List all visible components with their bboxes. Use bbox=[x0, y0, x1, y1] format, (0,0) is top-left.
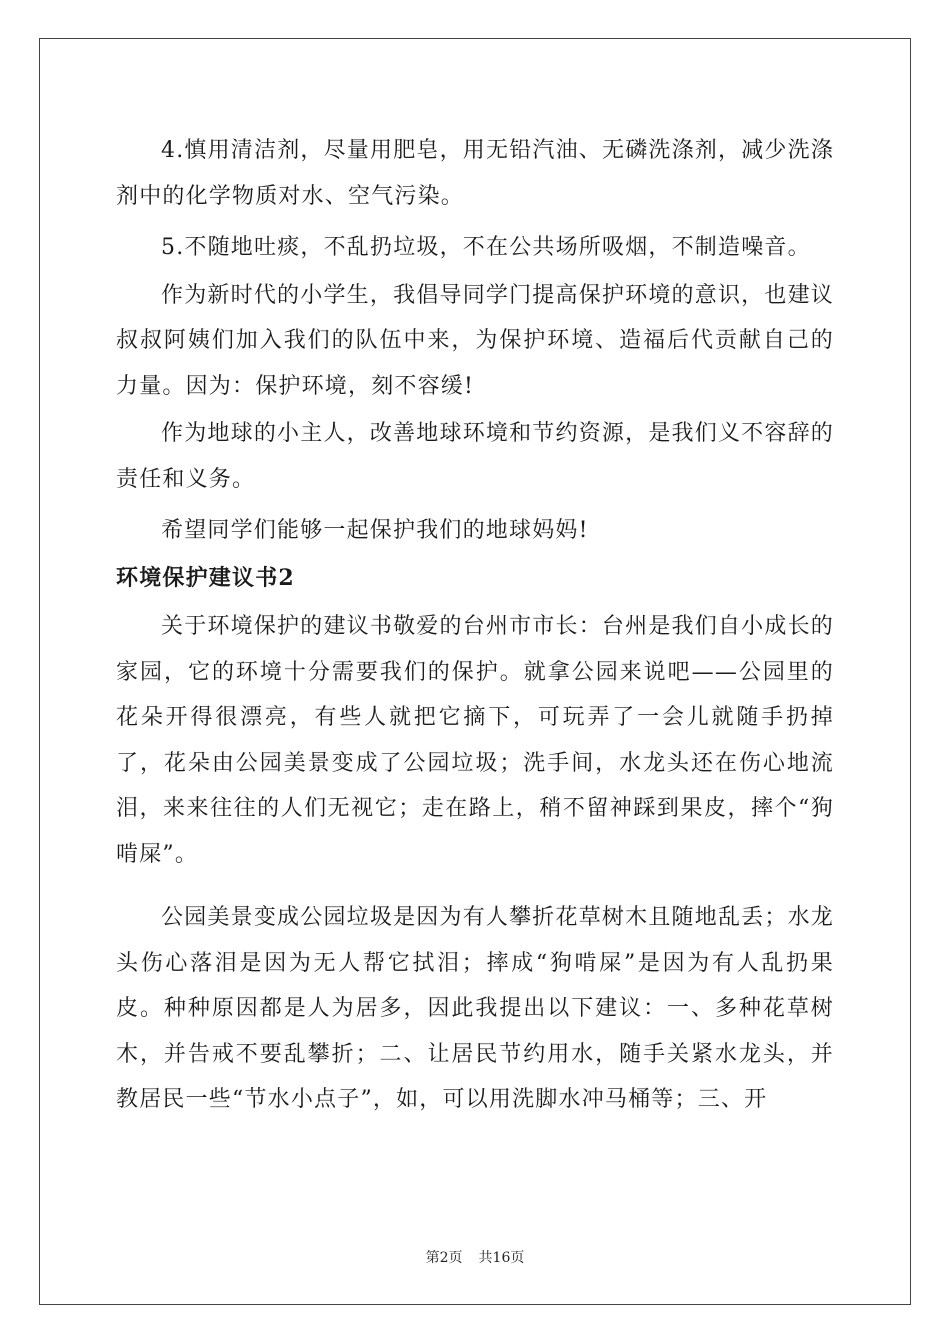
page-footer bbox=[0, 1247, 950, 1267]
paragraph-item-5: 5.不随地吐痰，不乱扔垃圾，不在公共场所吸烟，不制造噪音。 bbox=[161, 235, 811, 260]
section-heading: 环境保护建议书2 bbox=[116, 564, 295, 591]
page-number: 第2页 bbox=[425, 1250, 463, 1266]
paragraph-suggestions: 公园美景变成公园垃圾是因为有人攀折花草树木且随地乱丢；水龙头伤心落泪是因为无人帮它拭泪；摔成“狗啃屎”是因为有人乱扔果皮。种种原因都是人为居多，因此我提出以下建议：一、多种花草树木，并告戒不要乱攀折；二、让居民节约用水，随手关紧水龙头，并教居民一些“节水小点子”，如，可以用洗脚水冲马桶等；三、开 bbox=[116, 905, 834, 1112]
paragraph-little-master: 作为地球的小主人，改善地球环境和节约资源，是我们义不容辞的责任和义务。 bbox=[116, 421, 834, 492]
document-body bbox=[116, 128, 834, 1123]
paragraph-hope: 希望同学们能够一起保护我们的地球妈妈! bbox=[161, 518, 589, 543]
paragraph-appeal: 作为新时代的小学生，我倡导同学门提高保护环境的意识，也建议叔叔阿姨们加入我们的队伍中来，为保护环境、造福后代贡献自己的力量。因为：保护环境，刻不容缓! bbox=[116, 282, 834, 399]
paragraph-item-4: 4.慎用清洁剂，尽量用肥皂，用无铅汽油、无磷洗涤剂，减少洗涤剂中的化学物质对水、空气污染。 bbox=[116, 138, 834, 209]
page-total: 共16页 bbox=[478, 1250, 525, 1266]
paragraph-letter-intro: 关于环境保护的建议书敬爱的台州市市长：台州是我们自小成长的家园，它的环境十分需要我们的保护。就拿公园来说吧——公园里的花朵开得很漂亮，有些人就把它摘下，可玩弄了一会儿就随手扔掉了，花朵由公园美景变成了公园垃圾；洗手间，水龙头还在伤心地流泪，来来往往的人们无视它；走在路上，稍不留神踩到果皮，摔个“狗啃屎”。 bbox=[116, 614, 834, 867]
